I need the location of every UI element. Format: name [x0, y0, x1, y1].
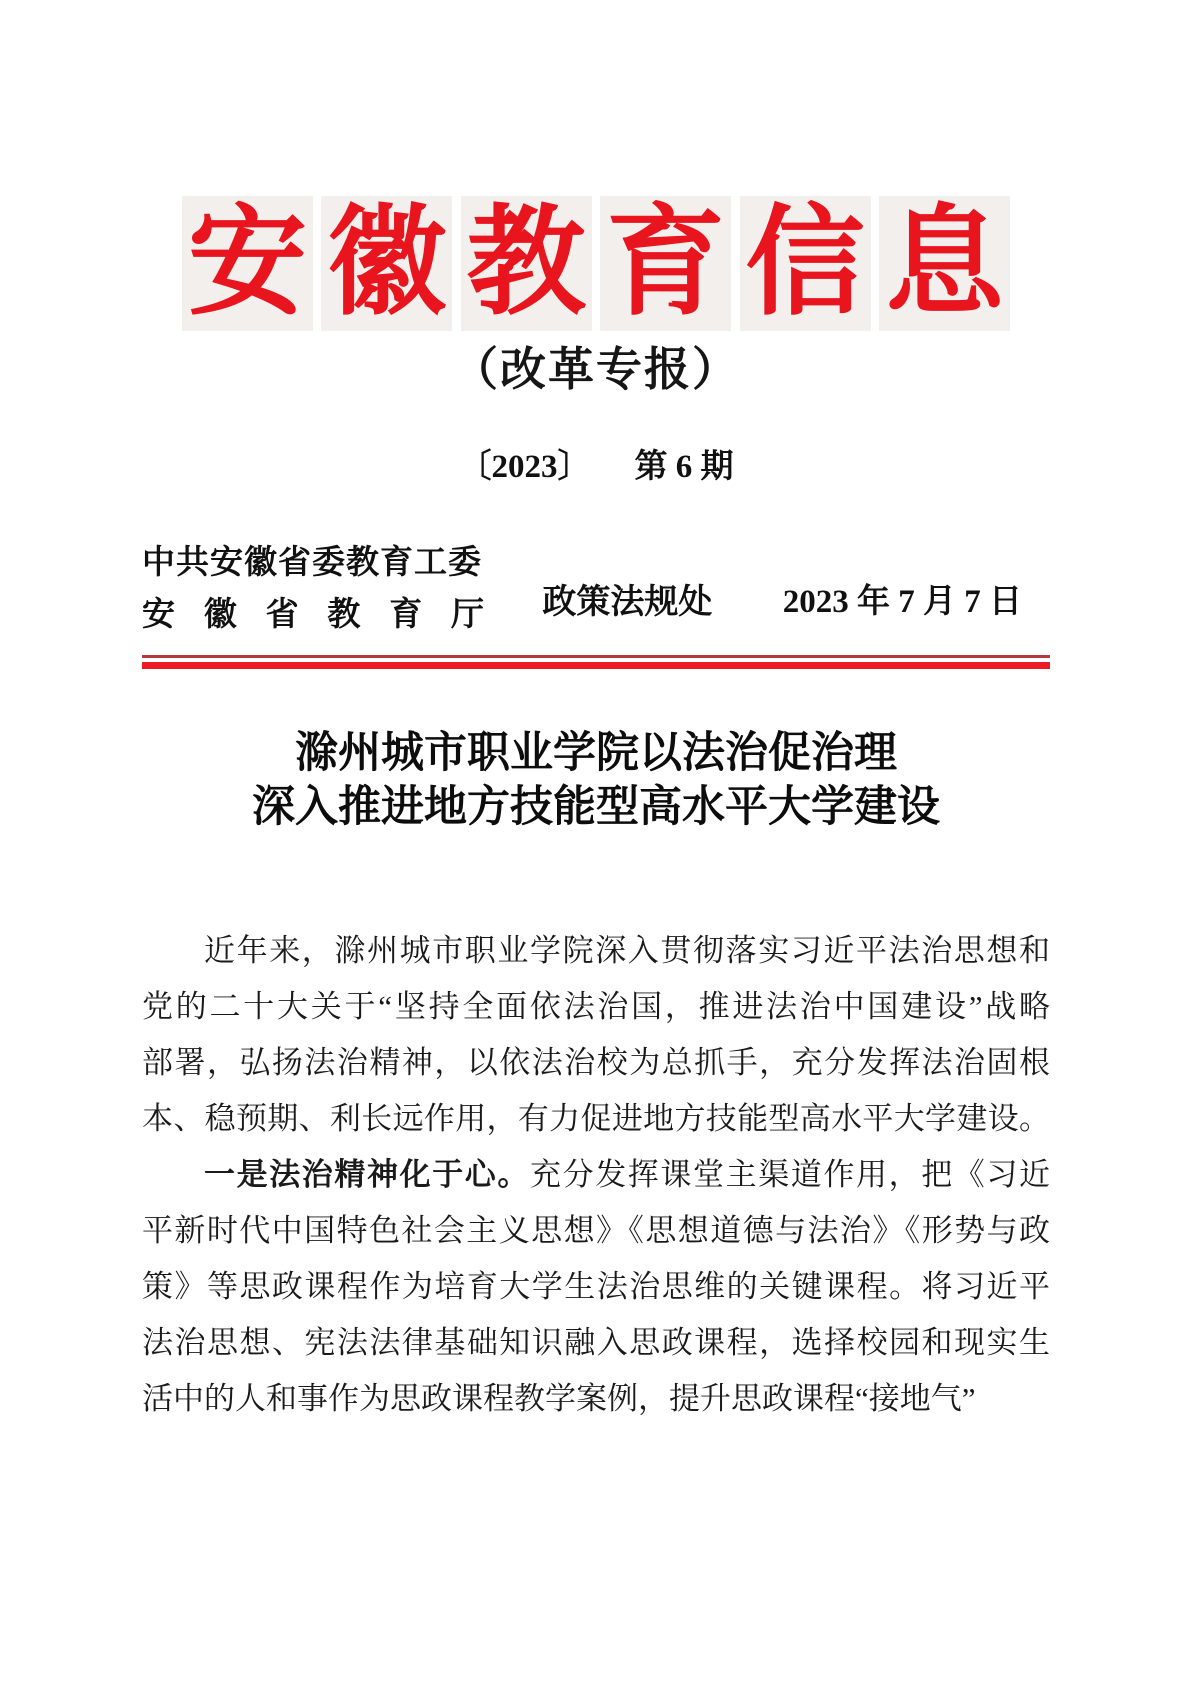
body-line — [142, 1259, 1050, 1315]
heading-char: 安 — [182, 196, 313, 331]
issue-line — [0, 447, 1192, 487]
issuer-name-line-1: 中共安徽省委教育工委 — [142, 544, 482, 581]
body-line-text: 党的二十大关于“坚持全面依法治国，推进法治中国建设”战略 — [142, 988, 1050, 1024]
body-line-text: 平新时代中国特色社会主义思想》《思想道德与法治》《形势与政 — [142, 1212, 1050, 1248]
body-line-text: 部署，弘扬法治精神，以依法治校为总抓手，充分发挥法治固根 — [142, 1044, 1050, 1080]
body-line — [142, 1035, 1050, 1091]
heading-char: 厅 — [450, 596, 484, 633]
heading-char: 教 — [327, 596, 361, 633]
body-line — [142, 1091, 1050, 1147]
masthead-title — [182, 196, 1010, 331]
paragraph-lead: 一是法治精神化于心。 — [204, 1156, 530, 1192]
heading-char: 育 — [389, 596, 423, 633]
heading-char: 育 — [600, 196, 731, 331]
heading-char: 息 — [879, 196, 1010, 331]
issuer-name-line-2 — [142, 589, 484, 641]
issuer-row — [142, 537, 1050, 641]
masthead-subtitle: （改革专报） — [452, 342, 740, 395]
body-line — [142, 923, 1050, 979]
article-title-line-1: 滁州城市职业学院以法治促治理 — [295, 729, 897, 777]
body-line-text: 充分发挥课堂主渠道作用，把《习近 — [530, 1156, 1050, 1192]
issue-year: 〔2023〕 — [458, 448, 591, 485]
body-line-text: 近年来，滁州城市职业学院深入贯彻落实习近平法治思想和 — [204, 932, 1050, 968]
body-line-text: 法治思想、宪法法律基础知识融入思政课程，选择校园和现实生 — [142, 1324, 1050, 1360]
article-title — [0, 727, 1192, 835]
article-body — [142, 923, 1050, 1427]
heading-char: 教 — [461, 196, 592, 331]
heading-char: 徽 — [321, 196, 452, 331]
body-line — [142, 979, 1050, 1035]
body-line — [142, 1203, 1050, 1259]
body-line-text: 本、稳预期、利长远作用，有力促进地方技能型高水平大学建设。 — [142, 1100, 1050, 1136]
department-name: 政策法规处 — [542, 584, 713, 622]
separator-thick-line — [142, 662, 1050, 669]
article-title-line-2: 深入推进地方技能型高水平大学建设 — [252, 783, 940, 831]
issue-number: 第 6 期 — [634, 448, 734, 485]
body-line — [142, 1147, 1050, 1203]
issuer-names — [142, 537, 484, 641]
heading-char: 安 — [142, 596, 175, 633]
issue-date: 2023 年 7 月 7 日 — [782, 584, 1022, 621]
body-line — [142, 1371, 1050, 1427]
red-separator — [142, 655, 1050, 669]
body-line-text: 活中的人和事作为思政课程教学案例，提升思政课程“接地气” — [142, 1380, 976, 1416]
heading-char: 省 — [265, 596, 299, 633]
heading-char: 信 — [740, 196, 871, 331]
heading-char: 徽 — [203, 596, 237, 633]
body-line — [142, 1315, 1050, 1371]
body-line-text: 策》等思政课程作为培育大学生法治思维的关键课程。将习近平 — [142, 1268, 1050, 1304]
